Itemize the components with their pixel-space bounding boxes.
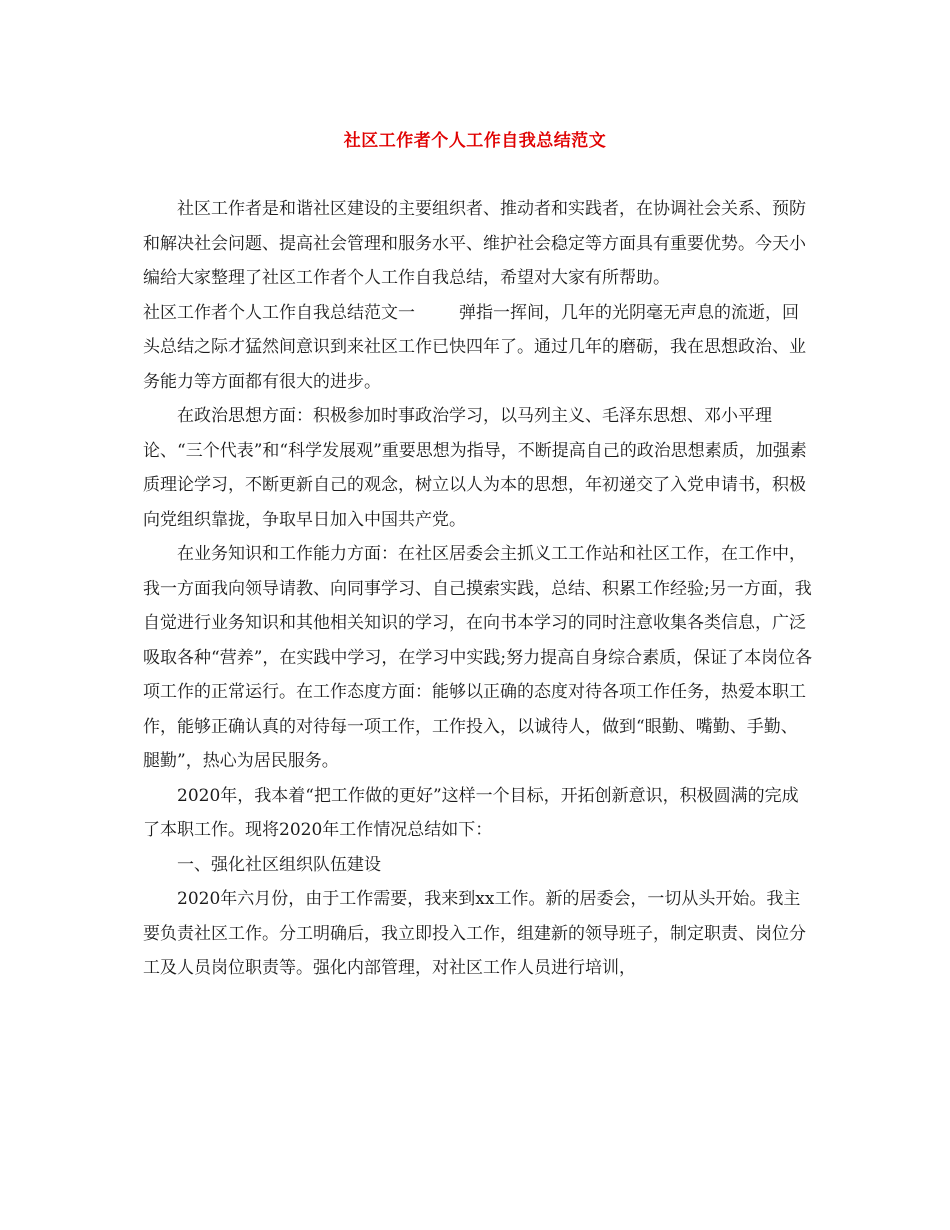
- paragraph-sample-heading: [143, 296, 813, 400]
- paragraph-june: 2020年六月份，由于工作需要，我来到xx工作。新的居委会，一切从头开始。我主要负责社区工作。分工明确后，我立即投入工作，组建新的领导班子，制定职责、岗位分工及人员岗位职责等。强化内部管理，对社区工作人员进行培训，: [143, 889, 806, 978]
- paragraph-intro: 社区工作者是和谐社区建设的主要组织者、推动者和实践者，在协调社会关系、预防和解决社会问题、提高社会管理和服务水平、维护社会稳定等方面具有重要优势。今天小编给大家整理了社区工作者个人工作自我总结，希望对大家有所帮助。: [143, 199, 806, 288]
- paragraph-politics: 在政治思想方面：积极参加时事政治学习，以马列主义、毛泽东思想、邓小平理论、“三个代表”和“科学发展观”重要思想为指导，不断提高自己的政治思想素质，加强素质理论学习，不断更新自己的观念，树立以人为本的思想，年初递交了入党申请书，积极向党组织靠拢，争取早日加入中国共产党。: [143, 406, 807, 530]
- sample-text: 弹指一挥间，几年的光阴毫无声息的流逝，回头总结之际才猛然间意识到来社区工作已快四年了。通过几年的磨砺，我在思想政治、业务能力等方面都有很大的进步。: [143, 302, 806, 392]
- paragraph-business: 在业务知识和工作能力方面：在社区居委会主抓义工工作站和社区工作，在工作中，我一方面我向领导请教、向同事学习、自己摸索实践，总结、积累工作经验;另一方面，我自觉进行业务知识和其他相关知识的学习，在向书本学习的同时注意收集各类信息，广泛吸取各种“营养”，在实践中学习，在学习中实践;努力提高自身综合素质，保证了本岗位各项工作的正常运行。在工作态度方面：能够以正确的态度对待各项工作任务，热爱本职工作，能够正确认真的对待每一项工作，工作投入，以诚待人，做到“眼勤、嘴勤、手勤、腿勤”，热心为居民服务。: [143, 544, 813, 771]
- document-title: 社区工作者个人工作自我总结范文: [343, 131, 607, 151]
- document-body: [143, 192, 813, 986]
- sample-heading: 社区工作者个人工作自我总结范文一: [143, 302, 415, 323]
- section-heading-1: 一、强化社区组织队伍建设: [177, 854, 381, 875]
- paragraph-year-2020: 2020年，我本着“把工作做的更好”这样一个目标，开拓创新意识，积极圆满的完成了本职工作。现将2020年工作情况总结如下：: [143, 785, 799, 840]
